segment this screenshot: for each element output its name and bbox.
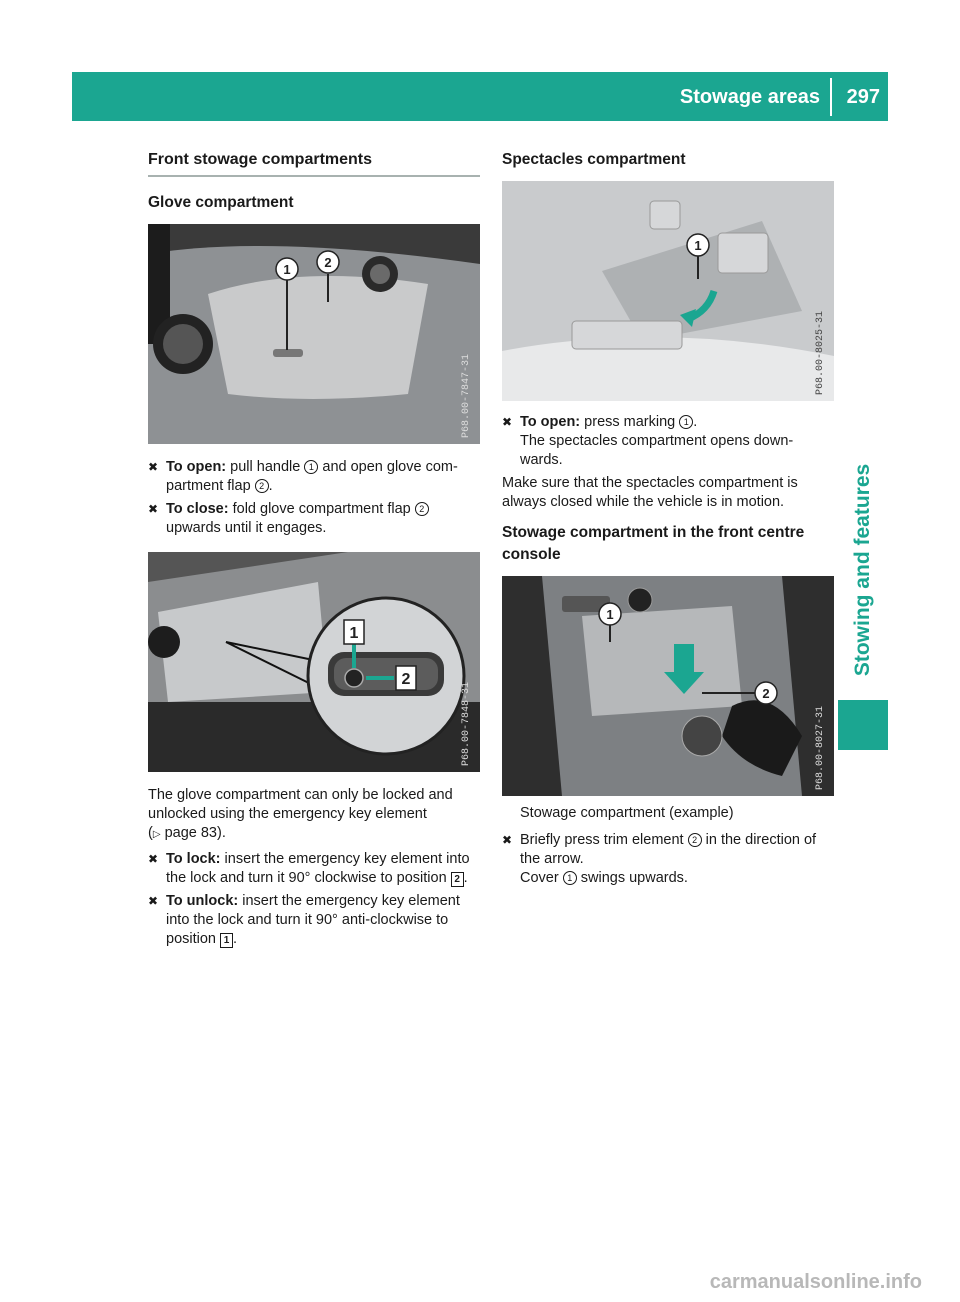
step-text: fold glove compartment flap <box>232 501 411 517</box>
step-label: To close: <box>166 501 229 517</box>
step-text: upwards until it engages. <box>166 520 327 536</box>
step-text: press marking <box>584 414 676 430</box>
step-open: ✖ To open: pull handle 1 and open glove com-partment flap 2 . <box>148 459 458 494</box>
glove-heading: Glove compartment <box>148 194 294 211</box>
step-text: in the direction of the arrow. <box>520 832 817 867</box>
position-2-box: 2 <box>451 872 464 887</box>
step-result: swings upwards. <box>580 870 688 886</box>
ref-1: 1 <box>563 871 577 885</box>
page-ref[interactable]: page 83). <box>164 825 226 841</box>
image-code: P68.00-7847-31 <box>461 353 472 438</box>
step-arrow-icon: ✖ <box>148 852 159 866</box>
step-result: Cover <box>520 870 559 886</box>
step-open-spectacles: ✖ To open: press marking 1 . The spectacles compartment opens down-wards. <box>502 414 794 468</box>
spectacles-note: Make sure that the spectacles compartment is always closed while the vehicle is in motion. <box>502 475 798 510</box>
step-text: Briefly press trim element <box>520 832 684 848</box>
console-photo <box>502 576 834 796</box>
page-number: 297 <box>846 86 880 108</box>
image-code: P68.00-8027-31 <box>815 705 826 790</box>
callout-1: 1 <box>283 262 291 277</box>
ref-2: 2 <box>255 479 269 493</box>
lock-position-2: 2 <box>401 671 411 688</box>
section-title: Front stowage compartments <box>148 151 373 168</box>
header-divider <box>830 78 832 116</box>
page-ref-arrow-icon: ▷ <box>152 829 161 840</box>
chapter-tab-label: Stowing and features <box>851 463 874 677</box>
image-code: P68.00-8025-31 <box>815 310 826 395</box>
ref-2: 2 <box>415 502 429 516</box>
ref-1: 1 <box>304 460 318 474</box>
step-label: To lock: <box>166 851 221 867</box>
callout-1: 1 <box>694 238 702 253</box>
callout-2: 2 <box>762 686 770 701</box>
left-column <box>148 150 480 953</box>
step-arrow-icon: ✖ <box>502 833 513 847</box>
lock-position-1: 1 <box>349 625 359 642</box>
step-label: To unlock: <box>166 893 239 909</box>
position-1-box: 1 <box>220 933 233 948</box>
step-text: and open glove com-partment flap <box>166 459 458 494</box>
step-arrow-icon: ✖ <box>502 415 513 429</box>
right-column <box>502 150 834 892</box>
console-heading: Stowage compartment in the front centre console <box>502 524 805 563</box>
step-arrow-icon: ✖ <box>148 460 159 474</box>
step-label: To open: <box>166 459 227 475</box>
header-title: Stowage areas <box>679 86 820 108</box>
glove-lock-photo <box>148 552 480 772</box>
callout-1: 1 <box>606 607 614 622</box>
ref-1: 1 <box>679 415 693 429</box>
step-result: The spectacles compartment opens down-wards. <box>520 433 794 468</box>
lock-intro: The glove compartment can only be locked and unlocked using the emergency key element (▷ page 83). <box>148 787 453 841</box>
lock-intro-text: The glove compartment can only be locked and unlocked using the emergency key element <box>148 787 453 822</box>
step-arrow-icon: ✖ <box>148 894 159 908</box>
spectacles-photo <box>502 181 834 401</box>
step-text: pull handle <box>230 459 301 475</box>
step-label: To open: <box>520 414 581 430</box>
watermark: carmanualsonline.info <box>709 1271 922 1293</box>
page-header <box>72 72 888 121</box>
section-divider <box>148 175 480 177</box>
ref-2: 2 <box>688 833 702 847</box>
spectacles-heading: Spectacles compartment <box>502 151 686 168</box>
callout-2: 2 <box>324 255 332 270</box>
step-text: insert the emergency key element into the lock and turn it 90° anti-clockwise to position <box>166 893 460 947</box>
step-unlock: ✖ To unlock: insert the emergency key element into the lock and turn it 90° anti-clockwise to position 1 . <box>148 893 460 947</box>
chapter-marker <box>838 700 888 750</box>
glove-photo <box>148 224 480 444</box>
chapter-tab <box>838 450 888 690</box>
console-caption: Stowage compartment (example) <box>520 805 734 821</box>
step-close <box>148 500 480 538</box>
step-lock: ✖ To lock: insert the emergency key element into the lock and turn it 90° clockwise to position 2 . <box>148 851 470 886</box>
step-console <box>502 831 834 888</box>
step-text: insert the emergency key element into the lock and turn it 90° clockwise to position <box>166 851 470 886</box>
image-code: P68.00-7848-31 <box>461 681 472 766</box>
step-arrow-icon: ✖ <box>148 502 159 516</box>
